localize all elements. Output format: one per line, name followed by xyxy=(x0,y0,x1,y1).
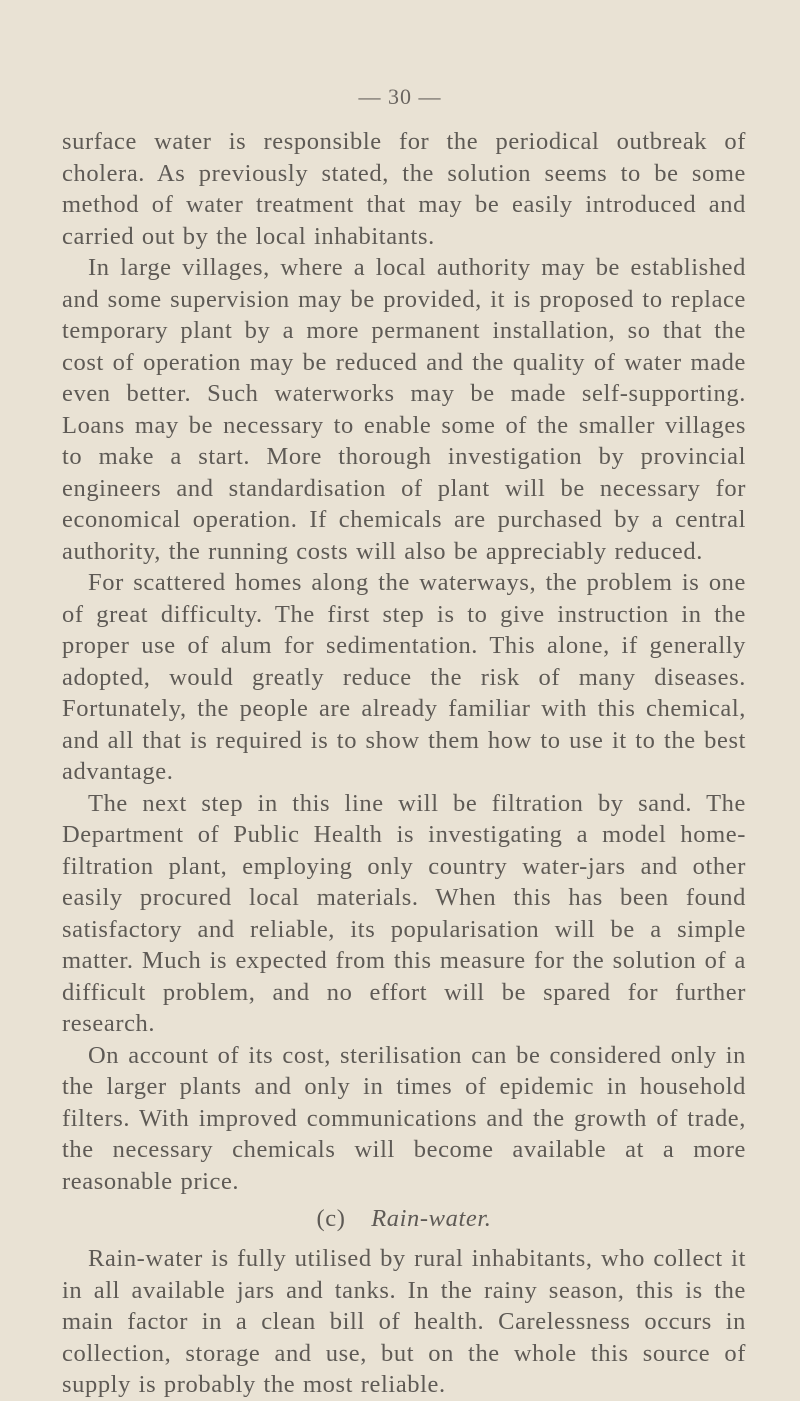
paragraph-6: Rain-water is fully utilised by rural inhabitants, who collect it in all available jars and tanks. In the rainy season, this is the main factor in a clean bill of health. Carelessness occurs in collection, storage and use, but on the whole this source of supply is probably the most reliable. xyxy=(62,1245,746,1398)
paragraph-4: The next step in this line will be filtration by sand. The Department of Public Health is investigating a model home-filtration plant, employing only country water-jars and other easily procured local materials. When this has been found satisfactory and reliable, its popularisation will be a simple matter. Much is expected from this measure for the solution of a difficult problem, and no effort will be spared for further research. xyxy=(62,789,746,1037)
paragraph-5: On account of its cost, sterilisation can be considered only in the larger plants and only in times of epidemic in household filters. With improved communications and the growth of trade, the necessary chemicals will become available at a more reasonable price. xyxy=(62,1041,746,1195)
page-number: — 30 — xyxy=(358,84,442,109)
paragraph-2: In large villages, where a local authority may be established and some supervision may be provided, it is proposed to replace temporary plant by a more permanent installation, so that the cost of operation may be reduced and the quality of water made even better. Such waterworks may be made self-supporting. Loans may be necessary to enable some of the smaller villages to make a start. More thorough investigation by provincial engineers and standardisation of plant will be necessary for economical operation. If chemicals are purchased by a central authority, the running costs will also be appreciably reduced. xyxy=(62,254,746,565)
section-label: (c) xyxy=(316,1205,346,1232)
section-title: Rain-water. xyxy=(371,1205,492,1232)
paragraph-3: For scattered homes along the waterways, the problem is one of great difficulty. The first step is to give instruction in the proper use of alum for sedimentation. This alone, if generally adopted, would greatly reduce the risk of many diseases. Fortunately, the people are already familiar with this chemical, and all that is required is to show them how to use it to the best advantage. xyxy=(62,569,746,785)
paragraph-1: surface water is responsible for the periodical outbreak of cholera. As previously stated, the solution seems to be some method of water treatment that may be easily introduced and carried out by the local inhabitants. xyxy=(62,128,746,250)
section-heading xyxy=(62,1203,746,1235)
page-body xyxy=(62,126,746,1401)
